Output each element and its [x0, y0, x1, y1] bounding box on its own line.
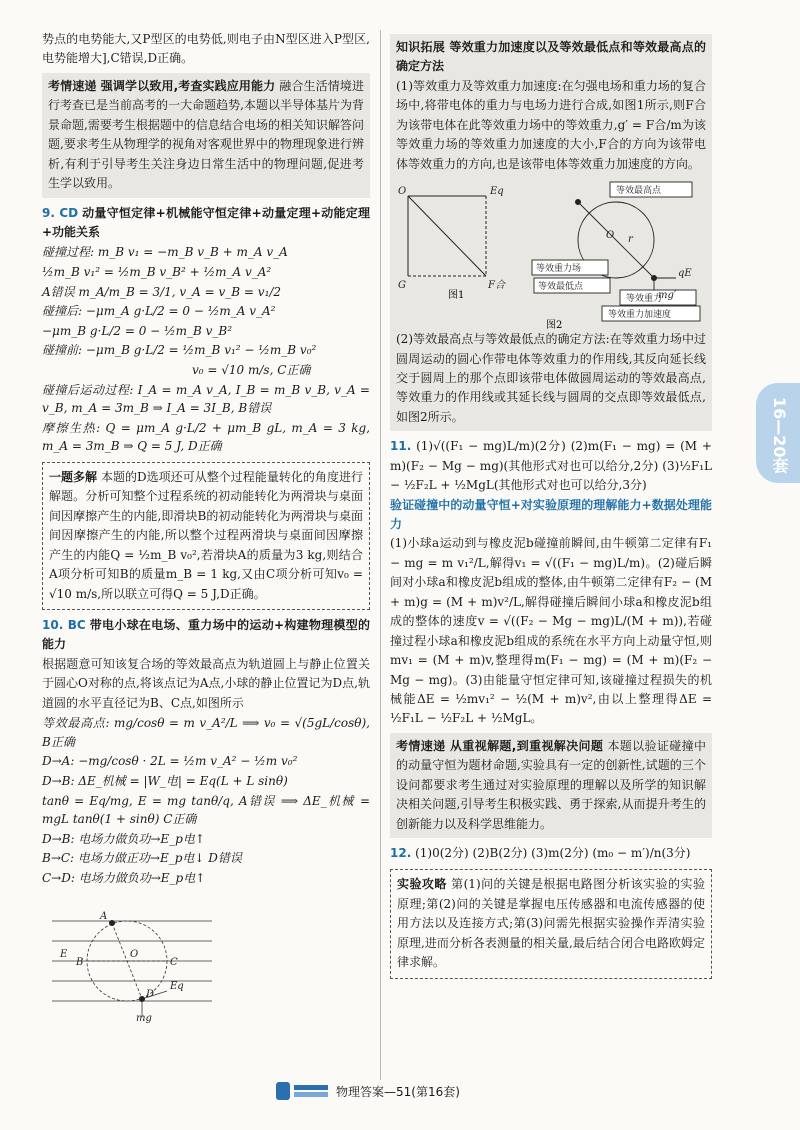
experiment-tips-text: 第(1)问的关键是根据电路图分析该实验的实验原理;第(2)问的关键是掌握电压传感器和电流传感器的使用方法以及连接方式;第(3)问需先根据实验操作弄清实验原理,进而分析各表测量的相关量,最后结合闭合电路欧姆定律求解。 — [397, 877, 705, 970]
q10-circle-diagram — [42, 893, 222, 1023]
knowledge-box — [390, 34, 712, 431]
svg-text:C: C — [170, 956, 178, 968]
svg-text:mg: mg — [136, 1012, 152, 1023]
fig1-label-eq: Eq — [490, 186, 504, 198]
knowledge-para2: (2)等效最高点与等效最低点的确定方法:在等效重力场中过圆周运动的圆心作带电体等效重力的作用线,其反向延长线交于圆周上的那个点即该带电体做圆周运动的等效最高点,等效重力的作用线或其延长线与圆周的交点即等效最低点,如图2所示。 — [396, 332, 706, 424]
exam-note-2-text: 本题以验证碰撞中的动量守恒为题材命题,实验具有一定的创新性,试题的三个设问都要求考生通过对实验原理的理解以及所学的知识解决相关问题,引导考生积极实践、勇于探索,从而提升考生的创新能力以及科学思维能力。 — [396, 738, 706, 831]
q10-line: D→B: ΔE_机械 = |W_电| = Eq(L + L sinθ) — [42, 773, 288, 788]
q11-text: (1)小球a运动到与橡皮泥b碰撞前瞬间,由牛顿第二定律有F₁ − mg = m v₁²/L,解得v₁ = √((F₁ − mg)L/m)。(2)碰后瞬间对小球a和橡皮泥b组成的整体,由牛顿第二定律有F₂ − (M + m)g = (M + m)v²/L,解得碰撞后瞬间小球a和橡皮泥b组成的整体的速度v = √((F₂ − Mg − mg)L/(M + m)),若碰撞过程小球a和橡皮泥b组成的系统在水平方向上动量守恒,则mv₁ = (M + m)v,整理得m(F₁ − mg) = (M + m)(F₂ − Mg − mg)。(3)由能量守恒定律可知,该碰撞过程损失的机械能ΔE = ½mv₁² − ½(M + m)v²,由以上整理得ΔE = ½F₁L − ½F₂L + ½MgL。 — [390, 536, 712, 726]
q11-number: 11. — [390, 439, 412, 454]
q9-number: 9. CD — [42, 205, 79, 220]
q10-title: 带电小球在电场、重力场中的运动+构建物理模型的能力 — [42, 617, 370, 652]
column-divider — [380, 30, 381, 1080]
q9-line: v₀ = √10 m/s, C正确 — [192, 362, 311, 377]
knowledge-figures — [396, 180, 706, 330]
fig2-label-field: 等效重力场 — [536, 264, 582, 275]
svg-text:B: B — [76, 956, 84, 968]
q10-heading — [42, 616, 370, 655]
q10-line: B→C: 电场力做正功→E_p电↓ D错误 — [42, 851, 242, 866]
fig2-label-mg: mg′ — [658, 290, 677, 302]
q9-line: 碰撞后: −μm_A g·L/2 = 0 − ½m_A v_A² — [42, 304, 276, 319]
figure-1-force-diagram — [396, 180, 516, 300]
exam-note-box — [42, 73, 370, 198]
multi-solution-title: 一题多解 — [49, 469, 98, 484]
fig2-caption: 图2 — [546, 320, 563, 331]
fig1-label-o: O — [398, 186, 407, 198]
q12-answer: (1)0(2分) (2)B(2分) (3)m(2分) (m₀ − m′)/n(3分) — [415, 846, 691, 860]
svg-text:D: D — [146, 988, 155, 1000]
multi-solution-box — [42, 462, 370, 610]
q10-line: tanθ = Eq/mg, E = mg tanθ/q, A错误 ⟹ ΔE_机械 = mgL tanθ(1 + sinθ) C正确 — [42, 793, 370, 827]
q9-title: 动量守恒定律+机械能守恒定律+动量定理+动能定理+功能关系 — [42, 205, 370, 239]
q11-title: 验证碰撞中的动量守恒+对实验原理的理解能力+数据处理能力 — [390, 497, 712, 531]
q9-line: −μm_B g·L/2 = 0 − ½m_B v_B² — [42, 323, 233, 338]
q12-number: 12. — [390, 846, 412, 860]
fig2-label-r: r — [628, 234, 633, 246]
publisher-logo-icon — [276, 1082, 328, 1100]
exam-note-box-2 — [390, 733, 712, 838]
svg-text:Eq: Eq — [170, 980, 184, 992]
multi-solution-text: 本题的D选项还可从整个过程能量转化的角度进行解题。分析可知整个过程系统的初动能转化为两滑块与桌面间因摩擦产生的内能,即滑块B的初动能转化为两滑块与桌面间因摩擦产生的内能,所以整个过程两滑块与桌面间因摩擦产生的内能Q = ½m_B v₀²,若滑块A的质量为3 kg,则结合A项分析可知B的质量m_B = 1 kg,又由C项分析可知v₀ = √10 m/s,所以联立可得Q = 5 J,D正确。 — [49, 469, 363, 601]
q9-line: A错误 m_A/m_B = 3/1, v_A = v_B = v₁/2 — [42, 284, 282, 299]
q11-answer: (1)√((F₁ − mg)L/m)(2分) (2)m(F₁ − mg) = (M + m)(F₂ − Mg − mg)(其他形式对也可以给分,2分) (3)½F₁L − ½F₂L + ½MgL(其他形式对也可以给分,3分) — [390, 439, 712, 493]
q9-line: 碰撞过程: m_B v₁ = −m_B v_B + m_A v_A — [42, 245, 288, 260]
q10-number: 10. BC — [42, 617, 86, 632]
q10-line: 等效最高点: mg/cosθ = m v_A²/L ⟹ v₀ = √(5gL/cosθ), B正确 — [42, 716, 370, 749]
q9-line: ½m_B v₁² = ½m_B v_B² + ½m_A v_A² — [42, 264, 272, 279]
q9-line: 摩擦生热: Q = μm_A g·L/2 + μm_B gL, m_A = 3 kg, m_A = 3m_B ⇒ Q = 5 J, D正确 — [42, 420, 370, 454]
q10-derivation — [42, 714, 370, 887]
fig2-label-accel: 等效重力加速度 — [608, 310, 672, 321]
exam-note-title: 考情速递 强调学以致用,考查实践应用能力 — [48, 78, 276, 93]
left-column — [42, 30, 370, 1030]
svg-text:O: O — [130, 948, 139, 960]
q10-line: D→A: −mg/cosθ · 2L = ½m v_A² − ½m v₀² — [42, 754, 298, 769]
fig1-caption: 图1 — [448, 290, 465, 301]
q11-heading — [390, 437, 712, 495]
set-range-label: 16—20套 — [770, 397, 789, 474]
q10-line: C→D: 电场力做负功→E_p电↑ — [42, 870, 206, 885]
right-column — [390, 30, 712, 985]
fig2-label-gravity: 等效重力 — [626, 294, 663, 305]
q12-heading — [390, 844, 712, 863]
q9-line: 碰撞后运动过程: I_A = m_A v_A, I_B = m_B v_B, v_A = v_B, m_A = 3m_B ⇒ I_A = 3I_B, B错误 — [42, 382, 370, 416]
experiment-tips-box — [390, 869, 712, 978]
fig2-label-o: O — [606, 230, 615, 242]
q9-heading — [42, 204, 370, 243]
intro-text: 势点的电势能大,又P型区的电势低,则电子由N型区进入P型区,电势能增大],C错误,D正确。 — [42, 32, 370, 66]
fig2-label-top: 等效最高点 — [616, 186, 662, 197]
q10-line: D→B: 电场力做负功→E_p电↑ — [42, 831, 205, 846]
fig1-label-f: F合 — [488, 280, 505, 292]
svg-text:A: A — [100, 910, 108, 922]
svg-text:E: E — [60, 948, 68, 960]
exam-note-2-title: 考情速递 从重视解题,到重视解决问题 — [396, 738, 604, 753]
fig1-label-g: G — [398, 280, 406, 292]
figure-2-equivalent-points — [516, 180, 706, 330]
page-footer — [0, 1080, 800, 1102]
set-range-tab — [756, 383, 800, 483]
footer-page-label: 物理答案—51(第16套) — [336, 1085, 460, 1099]
fig2-label-low: 等效最低点 — [538, 282, 584, 293]
fig2-label-qe: qE — [678, 268, 692, 280]
exam-note-text: 融合生活情境进行考查已是当前高考的一大命题趋势,本题以半导体基片为背景命题,需要考生根据题中的信息结合电场的相关知识解答问题,要求考生从物理学的视角对客观世界中的物理现象进行辨析,有利于引导考生关注身边日常生活中的物理问题,促进考生学以致用。 — [48, 78, 364, 191]
q10-text: 根据题意可知该复合场的等效最高点为轨道圆上与静止位置关于圆心O对称的点,将该点记为A点,小球的静止位置记为D点,轨道圆的水平直径记为B、C点,如图所示 — [42, 656, 370, 710]
experiment-tips-title: 实验攻略 — [397, 877, 447, 892]
q9-derivation — [42, 243, 370, 456]
knowledge-para1: (1)等效重力及等效重力加速度:在匀强电场和重力场的复合场中,将带电体的重力与电场力进行合成,如图1所示,则F合为该带电体在此等效重力场中的等效重力,g′ = F合/m为该等效重力场的等效重力加速度的大小,F合的方向为该带电体等效重力的方向,也是该带电体等效重力加速度的方向。 — [396, 78, 706, 171]
knowledge-title: 知识拓展 等效重力加速度以及等效最低点和等效最高点的确定方法 — [396, 40, 706, 74]
q9-line: 碰撞前: −μm_B g·L/2 = ½m_B v₁² − ½m_B v₀² — [42, 343, 317, 358]
